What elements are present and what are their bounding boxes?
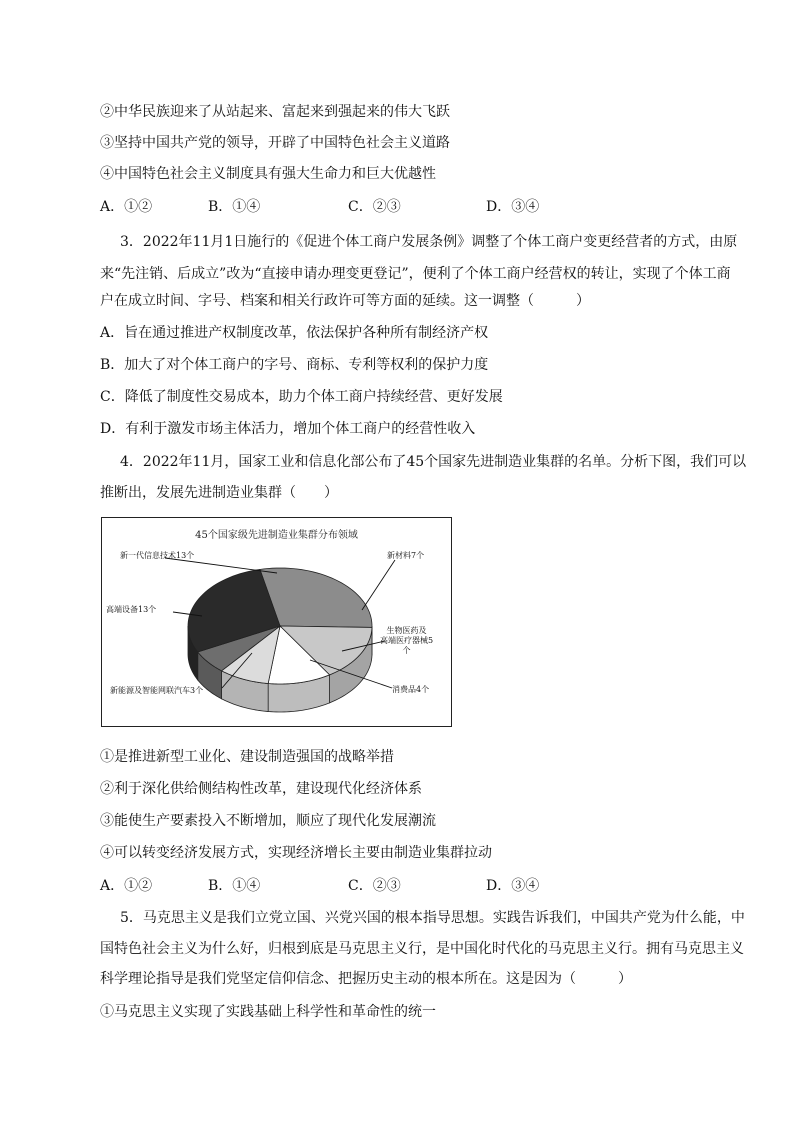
- q4-item-2: ②利于深化供给侧结构性改革，建设现代化经济体系: [100, 781, 422, 797]
- q2-item-4: ④中国特色社会主义制度具有强大生命力和巨大优越性: [100, 166, 436, 182]
- q3-stem-line-1: 3．2022年11月1日施行的《促进个体工商户发展条例》调整了个体工商户变更经营者的方式，由原: [120, 234, 738, 250]
- q2-item-3: ③坚持中国共产党的领导，开辟了中国特色社会主义道路: [100, 135, 450, 151]
- q2-option-a[interactable]: A．①②: [100, 199, 153, 215]
- q5-stem-line-1: 5．马克思主义是我们立党立国、兴党兴国的根本指导思想。实践告诉我们，中国共产党为什么能，中: [120, 910, 745, 926]
- label-new-materials: 新材料7个: [387, 551, 425, 560]
- q4-option-a[interactable]: A．①②: [100, 878, 153, 894]
- q4-item-1: ①是推进新型工业化、建设制造强国的战略举措: [100, 749, 394, 765]
- q4-option-c[interactable]: C．②③: [348, 878, 401, 894]
- q4-option-d[interactable]: D．③④: [486, 878, 540, 894]
- label-biomedicine: 生物医药及 高端医疗器械5 个: [380, 626, 434, 655]
- q2-item-2: ②中华民族迎来了从站起来、富起来到强起来的伟大飞跃: [100, 104, 450, 120]
- q2-option-c[interactable]: C．②③: [348, 199, 401, 215]
- q5-stem-line-3: 科学理论指导是我们党坚定信仰信念、把握历史主动的根本所在。这是因为（ ）: [100, 971, 632, 987]
- q4-stem-line-1: 4．2022年11月，国家工业和信息化部公布了45个国家先进制造业集群的名单。分析下图，我们可以: [120, 454, 747, 470]
- q4-option-b[interactable]: B．①④: [208, 878, 261, 894]
- q3-option-b[interactable]: B．加大了对个体工商户的字号、商标、专利等权利的保护力度: [100, 357, 489, 373]
- q2-option-d[interactable]: D．③④: [486, 199, 540, 215]
- q5-item-1: ①马克思主义实现了实践基础上科学性和革命性的统一: [100, 1004, 436, 1020]
- q4-item-4: ④可以转变经济发展方式，实现经济增长主要由制造业集群拉动: [100, 845, 492, 861]
- q3-stem-line-3: 户在成立时间、字号、档案和相关行政许可等方面的延续。这一调整（ ）: [100, 293, 590, 309]
- pie-chart: [101, 517, 452, 727]
- chart-title: 45个国家级先进制造业集群分布领域: [195, 530, 358, 541]
- label-consumer-goods: 消费品4个: [392, 685, 430, 694]
- label-new-energy-vehicles: 新能源及智能网联汽车3个: [110, 686, 204, 695]
- label-high-end-equipment: 高端设备13个: [106, 605, 157, 614]
- q3-option-a[interactable]: A．旨在通过推进产权制度改革，依法保护各种所有制经济产权: [100, 325, 489, 341]
- q2-option-b[interactable]: B．①④: [208, 199, 261, 215]
- q4-stem-line-2: 推断出，发展先进制造业集群（ ）: [100, 485, 338, 501]
- q3-stem-line-2: 来“先注销、后成立”改为“直接申请办理变更登记”，便利了个体工商户经营权的转让，实现了个体工商: [100, 266, 731, 282]
- q4-item-3: ③能使生产要素投入不断增加，顺应了现代化发展潮流: [100, 813, 436, 829]
- q3-option-c[interactable]: C．降低了制度性交易成本，助力个体工商户持续经营、更好发展: [100, 389, 503, 405]
- q3-option-d[interactable]: D．有利于激发市场主体活力，增加个体工商户的经营性收入: [100, 421, 476, 437]
- label-info-tech: 新一代信息技术13个: [120, 551, 195, 560]
- leader-line-1: [362, 560, 395, 610]
- q5-stem-line-2: 国特色社会主义为什么好，归根到底是马克思主义行，是中国化时代化的马克思主义行。拥有马克思主义: [100, 941, 744, 957]
